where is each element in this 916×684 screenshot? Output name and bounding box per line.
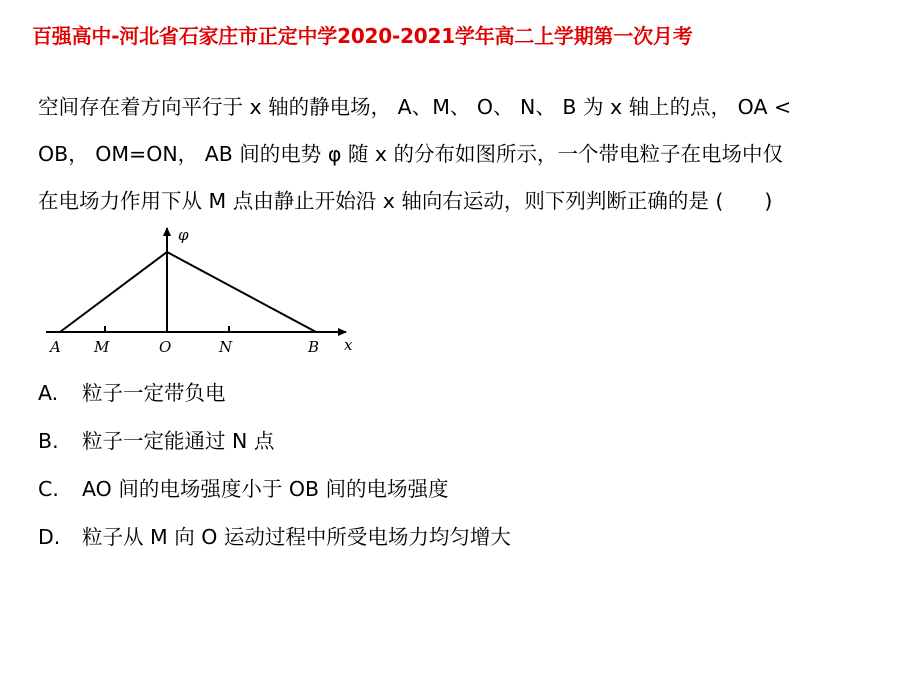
option-d-text: 粒子从 M 向 O 运动过程中所受电场力均匀增大 bbox=[82, 525, 511, 549]
option-b[interactable] bbox=[38, 424, 274, 454]
potential-curve bbox=[60, 252, 316, 332]
point-label-b: B bbox=[308, 338, 320, 356]
point-label-m: M bbox=[94, 338, 110, 356]
point-label-a: A bbox=[50, 338, 61, 356]
option-a-letter: A. bbox=[38, 381, 59, 405]
option-d-letter: D. bbox=[38, 525, 61, 549]
point-label-o: O bbox=[159, 338, 172, 356]
question-stem bbox=[38, 84, 898, 225]
option-a-text: 粒子一定带负电 bbox=[82, 381, 226, 405]
option-b-letter: B. bbox=[38, 429, 59, 453]
point-label-n: N bbox=[219, 338, 233, 356]
option-c-letter: C. bbox=[38, 477, 59, 501]
option-d[interactable] bbox=[38, 520, 511, 550]
question-line-1: 空间存在着方向平行于 x 轴的静电场， A、M、 O、 N、 B 为 x 轴上的点， OA < bbox=[38, 95, 792, 119]
question-line-2: OB， OM=ON， AB 间的电势 φ 随 x 的分布如图所示，一个带电粒子在电场中仅 bbox=[38, 142, 784, 166]
option-a[interactable] bbox=[38, 376, 226, 406]
y-axis-label: φ bbox=[178, 226, 189, 244]
option-b-text: 粒子一定能通过 N 点 bbox=[82, 429, 275, 453]
option-c[interactable] bbox=[38, 472, 449, 502]
option-c-text: AO 间的电场强度小于 OB 间的电场强度 bbox=[82, 477, 449, 501]
question-line-3: 在电场力作用下从 M 点由静止开始沿 x 轴向右运动，则下列判断正确的是 ( ) bbox=[38, 189, 773, 213]
document-header-title: 百强高中-河北省石家庄市正定中学2020-2021学年高二上学期第一次月考 bbox=[32, 24, 693, 48]
potential-distribution-figure bbox=[40, 222, 370, 362]
x-axis-label: x bbox=[344, 336, 353, 354]
